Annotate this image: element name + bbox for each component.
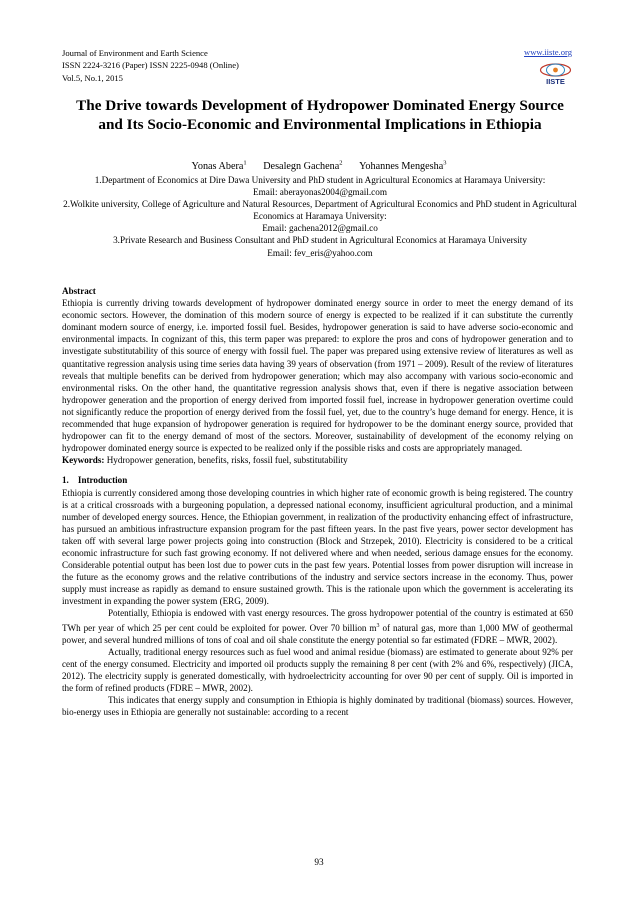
section-heading-introduction: 1. Introduction xyxy=(62,475,128,486)
main-body xyxy=(62,285,573,718)
intro-paragraph-1: Ethiopia is currently considered among those developing countries in which higher rate of economic growth is being registered. The country is at a critical crossroads with a burgeoning population, a depressed national economy, insufficient agricultural production, and a minimal number of developed energy sources. Hence, the Ethiopian government, in realization of the productivity enhancing effect of infrastructure, has pursued an ambitious infrastructure expansion program for the past fifteen years. In the past five years, power sector development has taken off with several large power projects going into construction (Block and Strzepek, 2010). Electricity is considered to be a critical economic infrastructure for such fast growing economy. If not delivered where and when needed, serious damage ensues for the economy. Considerable potential output has been lost due to power cuts in the past few years. Potential losses from power disruption will increase in the future as the economy grows and the relative contributions of the industry and service sectors increase in the economy. Thus, power supply must increase as rapidly as demand to ensure sustained growth. This is the rationale upon which the government is accelerating its investment in expanding the power system (ERG, 2009). xyxy=(62,487,573,607)
journal-name: Journal of Environment and Earth Science xyxy=(62,48,208,58)
intro-paragraph-4: This indicates that energy supply and consumption in Ethiopia is highly dominated by traditional (biomass) sources. However, bio-energy uses in Ethiopia are generally not sustainable: according to a recent xyxy=(62,695,573,718)
journal-volume: Vol.5, No.1, 2015 xyxy=(62,72,123,83)
keywords-label: Keywords: xyxy=(62,455,105,466)
affiliation-1: 1.Department of Economics at Dire Dawa University and PhD student in Agricultural Economics at Haramaya University: xyxy=(94,175,546,185)
keywords-text: Hydropower generation, benefits, risks, fossil fuel, substitutability xyxy=(104,455,348,466)
abstract-heading: Abstract xyxy=(62,286,96,296)
iiste-logo-icon xyxy=(539,62,572,86)
abstract-text: Ethiopia is currently driving towards development of hydropower dominated energy source in order to meet the energy demand of its economic sectors. However, the domination of this modern source of energy is expected to be realized if it can substitute the currently dominant modern source of energy, i.e. imported fossil fuel. Besides, hydropower generation is said to have adverse socio-economic and environmental impacts. In cognizant of this, this term paper was prepared: to explore the pros and cons of hydropower generation and to investigate substitutability of this source of energy with fossil fuel. The paper was prepared using extensive review of literatures as well as quantitative regression analysis using time series data having 39 years of observation (from 1971 – 2009). Result of the review of literatures reveals that multiple benefits can be derived from hydropower generation; which may also accompany with various socio-economic and environmental risks. On the other hand, the quantitative regression analysis shows that, even if there is negative association between hydropower generation and the proportion of energy derived from imported fossil fuel, increase in hydropower generation overtime could not significantly reduce the proportion of energy derived from the fossil fuel, yet, due to the country’s huge demand for energy. Hence, it is recommended that huge expansion of hydropower generation is required for hydropower to be the dominant energy source, provided that hydropower can fit to the energy demand of most of the sectors. Moreover, sustainability of development of the economy relying on hydropower dominated energy source is expected to be realized only if the possible risks and costs are appropriately managed. xyxy=(62,298,573,454)
journal-header xyxy=(62,47,239,84)
email-2: Email: gachena2012@gmail.co xyxy=(262,223,378,234)
author-1: Yonas Abera$^1$ xyxy=(191,160,247,173)
intro-paragraph-3: Actually, traditional energy resources such as fuel wood and animal residue (biomass) are estimated to generate about 92% per cent of the energy consumed. Electricity and imported oil products supply the remaining 8 per cent (with 2% and 6%, respectively) (JICA, 2012). The electricity supply is generated domestically, with hydroelectricity accounting for over 90 per cent of supply. Oil is imported in the form of refined products (FDRE – MWR, 2002). xyxy=(62,646,573,694)
keywords-line xyxy=(62,454,573,466)
page-number: 93 xyxy=(314,858,324,868)
intro-paragraph-2: Potentially, Ethiopia is endowed with vast energy resources. The gross hydropower potential of the country is estimated at 650 TWh per year of which 25 per cent could be exploited for power. Over 70 billion $m^3$ of natural gas, more than 1,000 MW of geothermal power, and several hundred millions of tons of coal and oil shale constitute the energy potential so far estimated (FDRE – MWR, 2002). xyxy=(62,608,573,645)
journal-url-link[interactable]: www.iiste.org xyxy=(524,47,572,57)
affiliation-2: 2.Wolkite university, College of Agriculture and Natural Resources, Department of Agricultural Economics and PhD student in Agricultural Economics at Haramaya University: xyxy=(63,199,577,222)
journal-issn: ISSN 2224-3216 (Paper) ISSN 2225-0948 (Online) xyxy=(62,60,239,71)
author-3: Yohannes Mengesha$^3$ xyxy=(359,160,447,173)
affiliations xyxy=(58,174,582,259)
author-list xyxy=(0,160,638,172)
affiliation-3: 3.Private Research and Business Consultant and PhD student in Agricultural Economics at Haramaya University xyxy=(113,235,527,246)
paper-title: The Drive towards Development of Hydropower Dominated Energy Source and Its Socio-Economic and Environmental Implications in Ethiopia xyxy=(76,97,564,134)
author-2: Desalegn Gachena$^2$ xyxy=(263,160,343,173)
email-3: Email: fev_eris@yahoo.com xyxy=(267,247,373,258)
svg-text:IISTE: IISTE xyxy=(546,77,565,86)
email-1: Email: aberayonas2004@gmail.com xyxy=(253,187,387,198)
